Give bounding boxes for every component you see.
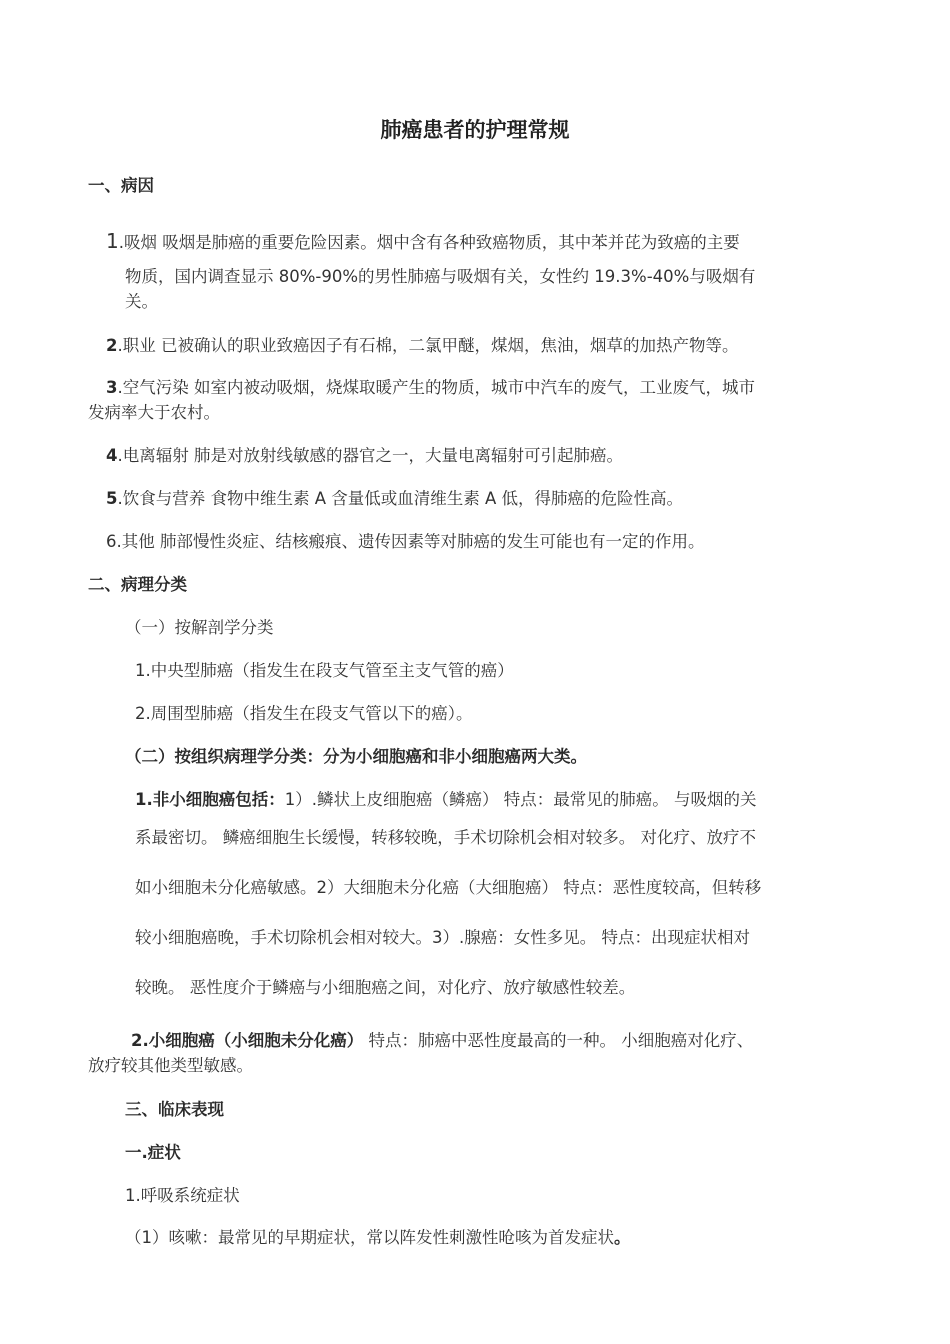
cause-item-radiation: [106, 444, 623, 468]
cause-item-air-pollution: [106, 376, 755, 400]
nsclc-lead: 1.非小细胞癌包括：: [135, 790, 285, 809]
document-title: 肺癌患者的护理常规: [380, 118, 570, 142]
item-number: 2: [106, 336, 118, 355]
item-number: 4: [106, 446, 118, 465]
section-heading-pathology: 二、病理分类: [88, 575, 187, 594]
cause-item-other: 6.其他 肺部慢性炎症、结核瘢痕、遗传因素等对肺癌的发生可能也有一定的作用。: [106, 532, 705, 551]
nsclc-line3: 如小细胞未分化癌敏感。2）大细胞未分化癌（大细胞癌） 特点：恶性度较高，但转移: [135, 878, 762, 897]
cause-item-diet: [106, 487, 683, 511]
item-text: .电离辐射 肺是对放射线敏感的器官之一，大量电离辐射可引起肺癌。: [117, 446, 623, 465]
item-number: 1: [106, 229, 119, 253]
sclc-line2: 放疗较其他类型敏感。: [88, 1056, 253, 1075]
anatomy-item-peripheral: 2.周围型肺癌（指发生在段支气管以下的癌）。: [135, 704, 473, 723]
nsclc-line5: 较晚。 恶性度介于鳞癌与小细胞癌之间，对化疗、放疗敏感性较差。: [135, 978, 636, 997]
cause-item-occupation: [106, 334, 738, 358]
symptom-item-cough: [125, 1226, 631, 1250]
item-text: .吸烟 吸烟是肺癌的重要危险因素。烟中含有各种致癌物质，其中苯并芘为致癌的主要: [118, 233, 740, 252]
cough-end: 。: [614, 1228, 631, 1247]
sclc-text: 特点：肺癌中恶性度最高的一种。 小细胞癌对化疗、: [363, 1031, 754, 1050]
subsection-anatomy: （一）按解剖学分类: [125, 618, 274, 637]
nsclc-line2: 系最密切。 鳞癌细胞生长缓慢，转移较晚，手术切除机会相对较多。 对化疗、放疗不: [135, 828, 756, 847]
cause-item-smoking-line2: 物质，国内调查显示 80%-90%的男性肺癌与吸烟有关，女性约 19.3%-40%与吸烟有: [125, 267, 756, 286]
item-text: .饮食与营养 食物中维生素 A 含量低或血清维生素 A 低，得肺癌的危险性高。: [117, 489, 684, 508]
section-heading-clinical: 三、临床表现: [125, 1100, 224, 1119]
symptom-item-respiratory: 1.呼吸系统症状: [125, 1186, 240, 1205]
sclc-paragraph: [131, 1029, 753, 1053]
sclc-lead: 2.小细胞癌（小细胞未分化癌）: [131, 1031, 364, 1050]
cough-text: （1）咳嗽：最常见的早期症状，常以阵发性刺激性呛咳为首发症状: [125, 1228, 614, 1247]
item-text: .职业 已被确认的职业致癌因子有石棉，二氯甲醚，煤烟，焦油，烟草的加热产物等。: [117, 336, 739, 355]
anatomy-item-central: 1.中央型肺癌（指发生在段支气管至主支气管的癌）: [135, 661, 514, 680]
nsclc-paragraph: [135, 788, 756, 812]
nsclc-line4: 较小细胞癌晚，手术切除机会相对较大。3）.腺癌：女性多见。 特点：出现症状相对: [135, 928, 750, 947]
item-text: .空气污染 如室内被动吸烟，烧煤取暖产生的物质，城市中汽车的废气，工业废气，城市: [117, 378, 755, 397]
subsection-histopathology: （二）按组织病理学分类：分为小细胞癌和非小细胞癌两大类。: [125, 747, 587, 766]
item-number: 5: [106, 489, 118, 508]
section-heading-causes: 一、病因: [88, 176, 154, 195]
subsection-symptoms: 一.症状: [125, 1143, 181, 1162]
item-number: 3: [106, 378, 118, 397]
cause-item-air-pollution-line2: 发病率大于农村。: [88, 403, 220, 422]
nsclc-text: 1）.鳞状上皮细胞癌（鳞癌） 特点：最常见的肺癌。 与吸烟的关: [284, 790, 757, 809]
cause-item-smoking-line3: 关。: [125, 292, 158, 311]
cause-item-smoking: [106, 229, 740, 255]
